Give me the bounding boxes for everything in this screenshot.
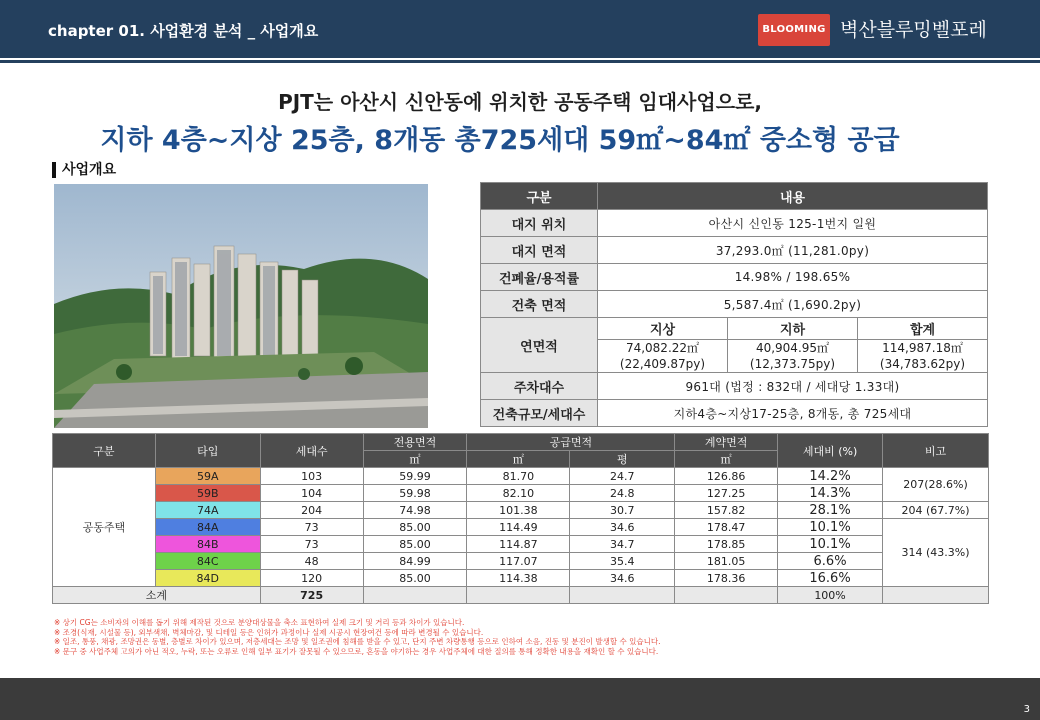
- type-cell: 59B: [155, 485, 260, 502]
- disclaimer-line: ※ 상기 CG는 소비자의 이해를 돕기 위해 제작된 것으로 분양대상물을 축소 표현하여 실제 크기 및 거리 등과 차이가 있습니다.: [54, 618, 465, 627]
- exclusive-cell: 84.99: [363, 553, 467, 570]
- ratio-cell: 10.1%: [778, 536, 883, 553]
- ratio-cell: 28.1%: [778, 502, 883, 519]
- total-empty-cell: [363, 587, 467, 604]
- units-head-contract-unit: ㎡: [675, 451, 778, 468]
- type-cell: 84C: [155, 553, 260, 570]
- supply-m2-cell: 82.10: [467, 485, 570, 502]
- gross-total-py: (34,783.62py): [879, 357, 966, 371]
- info-head-category: 구분: [481, 183, 598, 210]
- supply-m2-cell: 114.87: [467, 536, 570, 553]
- table-row: [53, 570, 989, 587]
- gross-area-label: 연면적: [481, 318, 598, 373]
- ratio-cell: 6.6%: [778, 553, 883, 570]
- exclusive-cell: 85.00: [363, 570, 467, 587]
- note-cell-74: 204 (67.7%): [882, 502, 988, 519]
- ratio-cell: 16.6%: [778, 570, 883, 587]
- supply-m2-cell: 114.49: [467, 519, 570, 536]
- gross-below-py: (12,373.75py): [749, 357, 836, 371]
- total-empty-cell: [882, 587, 988, 604]
- type-cell: 84A: [155, 519, 260, 536]
- building-scale-label: 건축규모/세대수: [481, 400, 598, 427]
- disclaimer-line: ※ 문구 중 사업주체 고의가 아닌 적오, 누락, 또는 오류로 인해 일부 표기가 잘못될 수 있으므로, 혼동을 야기하는 경우 사업주체에 대한 질의를 통해 정확한 내용을 재확인 할 수 있습니다.: [54, 646, 659, 656]
- total-empty-cell: [467, 587, 570, 604]
- chapter-title: chapter 01. 사업환경 분석 _ 사업개요: [48, 22, 319, 40]
- supply-m2-cell: 101.38: [467, 502, 570, 519]
- header-divider: [0, 60, 1040, 63]
- contract-cell: 181.05: [675, 553, 778, 570]
- coverage-ratio-value: 14.98% / 198.65%: [598, 264, 988, 291]
- table-row: [53, 553, 989, 570]
- building-scale-value: 지하4층~지상17-25층, 8개동, 총 725세대: [598, 400, 988, 427]
- parking-label: 주차대수: [481, 373, 598, 400]
- units-head-category: 구분: [53, 434, 156, 468]
- ratio-cell: 10.1%: [778, 519, 883, 536]
- gross-below-m2: 40,904.95㎡: [755, 341, 830, 355]
- type-cell: 59A: [155, 468, 260, 485]
- exclusive-cell: 85.00: [363, 536, 467, 553]
- households-cell: 48: [260, 553, 363, 570]
- households-cell: 104: [260, 485, 363, 502]
- footer-bar: [0, 678, 1040, 720]
- gross-col-total: 합계: [858, 318, 988, 340]
- households-cell: 204: [260, 502, 363, 519]
- ratio-cell: 14.3%: [778, 485, 883, 502]
- page-number: 3: [1023, 704, 1030, 715]
- building-area-value: 5,587.4㎡ (1,690.2py): [598, 291, 988, 318]
- total-households: 725: [260, 587, 363, 604]
- building-area-label: 건축 면적: [481, 291, 598, 318]
- blooming-logo: BLOOMING: [758, 14, 830, 46]
- gross-above-value: [598, 340, 728, 373]
- gross-col-below: 지하: [728, 318, 858, 340]
- type-cell: 84D: [155, 570, 260, 587]
- unit-type-table: [52, 433, 989, 604]
- section-title: 사업개요: [52, 162, 116, 178]
- units-head-type: 타입: [155, 434, 260, 468]
- gross-above-m2: 74,082.22㎡: [625, 341, 700, 355]
- headline-line1: PJT는 아산시 신안동에 위치한 공동주택 임대사업으로,: [278, 90, 762, 114]
- units-head-households: 세대수: [260, 434, 363, 468]
- contract-cell: 127.25: [675, 485, 778, 502]
- table-row: [53, 502, 989, 519]
- households-cell: 103: [260, 468, 363, 485]
- supply-py-cell: 35.4: [570, 553, 675, 570]
- gross-below-value: [728, 340, 858, 373]
- gross-total-value: [858, 340, 988, 373]
- table-row: [53, 536, 989, 553]
- supply-py-cell: 30.7: [570, 502, 675, 519]
- supply-py-cell: 24.8: [570, 485, 675, 502]
- site-location-value: 아산시 신인동 125-1번지 일원: [598, 210, 988, 237]
- supply-py-cell: 34.6: [570, 570, 675, 587]
- households-cell: 120: [260, 570, 363, 587]
- disclaimer-notes: [54, 618, 1004, 656]
- supply-py-cell: 34.7: [570, 536, 675, 553]
- contract-cell: 157.82: [675, 502, 778, 519]
- total-empty-cell: [675, 587, 778, 604]
- households-cell: 73: [260, 519, 363, 536]
- disclaimer-line: ※ 조경(식재, 시설물 등), 외부색채, 벽체마감, 및 디테일 등은 인허가 과정이나 실제 시공시 현장여건 등에 따라 변경될 수 있습니다.: [54, 627, 484, 637]
- supply-m2-cell: 81.70: [467, 468, 570, 485]
- units-head-supply: 공급면적: [467, 434, 675, 451]
- supply-py-cell: 24.7: [570, 468, 675, 485]
- brand-name: 벽산블루밍벨포레: [840, 19, 987, 41]
- total-empty-cell: [570, 587, 675, 604]
- headline-line2: 지하 4층~지상 25층, 8개동 총725세대 59㎡~84㎡ 중소형 공급: [100, 125, 900, 156]
- type-cell: 84B: [155, 536, 260, 553]
- supply-m2-cell: 117.07: [467, 553, 570, 570]
- contract-cell: 126.86: [675, 468, 778, 485]
- total-row: [53, 587, 989, 604]
- households-cell: 73: [260, 536, 363, 553]
- gross-above-py: (22,409.87py): [619, 357, 706, 371]
- units-head-contract: 계약면적: [675, 434, 778, 451]
- units-head-supply-py: 평: [570, 451, 675, 468]
- coverage-ratio-label: 건폐율/용적률: [481, 264, 598, 291]
- site-location-label: 대지 위치: [481, 210, 598, 237]
- contract-cell: 178.36: [675, 570, 778, 587]
- project-overview-table: [480, 182, 988, 427]
- table-row: [53, 485, 989, 502]
- parking-value: 961대 (법정 : 832대 / 세대당 1.33대): [598, 373, 988, 400]
- info-head-content: 내용: [598, 183, 988, 210]
- total-label: 소계: [53, 587, 261, 604]
- exclusive-cell: 59.98: [363, 485, 467, 502]
- units-head-note: 비고: [882, 434, 988, 468]
- exclusive-cell: 85.00: [363, 519, 467, 536]
- supply-m2-cell: 114.38: [467, 570, 570, 587]
- units-head-ratio: 세대비 (%): [778, 434, 883, 468]
- units-head-exclusive-unit: ㎡: [363, 451, 467, 468]
- gross-col-above: 지상: [598, 318, 728, 340]
- disclaimer-line: ※ 일조, 통풍, 채광, 조망권은 동별, 층별로 차이가 있으며, 저층세대는 조망 및 일조권에 침해를 받을 수 있고, 단지 주변 차량통행 등으로 인하여 소음, 진동 및 분진이 발생할 수 있습니다.: [54, 637, 661, 647]
- gross-total-m2: 114,987.18㎡: [882, 341, 963, 355]
- contract-cell: 178.47: [675, 519, 778, 536]
- exclusive-cell: 74.98: [363, 502, 467, 519]
- note-cell-84: 314 (43.3%): [882, 519, 988, 587]
- contract-cell: 178.85: [675, 536, 778, 553]
- units-head-exclusive: 전용면적: [363, 434, 467, 451]
- supply-py-cell: 34.6: [570, 519, 675, 536]
- type-cell: 74A: [155, 502, 260, 519]
- units-head-supply-m2: ㎡: [467, 451, 570, 468]
- site-area-value: 37,293.0㎡ (11,281.0py): [598, 237, 988, 264]
- ratio-cell: 14.2%: [778, 468, 883, 485]
- note-cell-59: 207(28.6%): [882, 468, 988, 502]
- exclusive-cell: 59.99: [363, 468, 467, 485]
- table-row: [53, 468, 989, 485]
- total-ratio: 100%: [778, 587, 883, 604]
- category-cell: 공동주택: [53, 468, 156, 587]
- apartment-rendering-image: [54, 184, 428, 428]
- header-bar: [0, 0, 1040, 58]
- table-row: [53, 519, 989, 536]
- site-area-label: 대지 면적: [481, 237, 598, 264]
